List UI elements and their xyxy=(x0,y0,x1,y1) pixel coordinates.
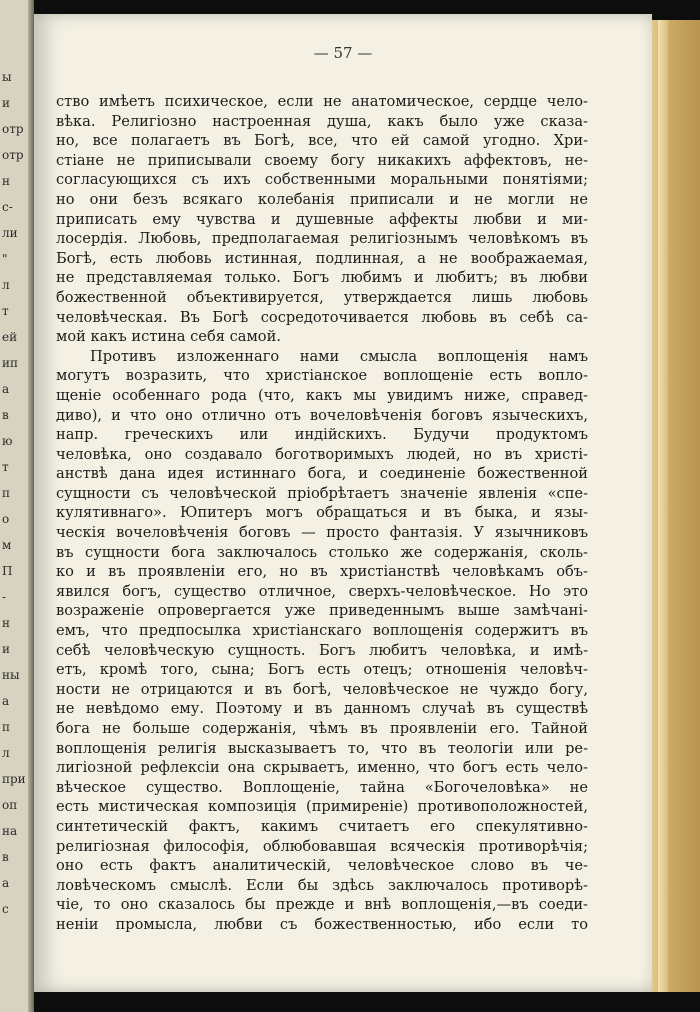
text-line: етъ, кромѣ того, сына; Богъ есть отецъ; отношенія человѣч- xyxy=(56,661,588,679)
text-line: возраженіе опровергается уже приведеннымъ выше замѣчані- xyxy=(56,602,588,620)
text-line: ческія вочеловѣченія боговъ — просто фантазія. У язычниковъ xyxy=(56,524,588,542)
adjacent-page-fragment: ип xyxy=(2,356,18,370)
text-line: ко и въ проявленіи его, но въ христіанствѣ человѣкамъ объ- xyxy=(56,563,588,581)
text-line: ности не отрицаются и въ богѣ, человѣческое не чуждо богу, xyxy=(56,680,588,698)
adjacent-page-fragment: на xyxy=(2,824,18,838)
adjacent-page-fragment: в xyxy=(2,408,9,422)
text-line: но они безъ всякаго колебанія приписали и не могли не xyxy=(56,190,588,208)
adjacent-page-fragment: п xyxy=(2,486,10,500)
text-line: анствѣ дана идея истиннаго бога, и соединеніе божественной xyxy=(56,465,588,483)
text-line: не представляемая только. Богъ любимъ и любитъ; въ любви xyxy=(56,269,588,287)
text-line: Противъ изложеннаго нами смысла воплощенія намъ xyxy=(90,347,588,365)
adjacent-page-fragment: т xyxy=(2,304,9,318)
book-page xyxy=(34,14,652,992)
text-line: ство имѣетъ психическое, если не анатомическое, сердце чело- xyxy=(56,93,588,110)
text-line: бога не больше содержанія, чѣмъ въ проявленіи его. Тайной xyxy=(56,720,588,737)
text-line: щеніе особеннаго рода (что, какъ мы увидимъ ниже, справед- xyxy=(56,386,588,404)
text-line: Богѣ, есть любовь истинная, подлинная, а не воображаемая, xyxy=(56,249,588,267)
adjacent-page-edge xyxy=(0,0,34,1012)
adjacent-page-fragment: а xyxy=(2,694,10,708)
adjacent-page-fragment: " xyxy=(2,252,8,266)
text-line: себѣ человѣческую сущность. Богъ любитъ человѣка, и имѣ- xyxy=(56,641,588,659)
adjacent-page-fragment: н xyxy=(2,174,10,188)
adjacent-page-fragment: П xyxy=(2,564,13,578)
adjacent-page-fragment: - xyxy=(2,590,7,604)
text-line: человѣка, оно создавало боготворимыхъ людей, но въ христі- xyxy=(56,445,588,463)
adjacent-page-fragment: с xyxy=(2,902,9,916)
adjacent-page-fragment: при xyxy=(2,772,26,786)
text-line: оно есть фактъ аналитическій, человѣческое слово въ че- xyxy=(56,857,588,875)
text-line: могутъ возразить, что христіанское воплощеніе есть вопло- xyxy=(56,367,588,385)
adjacent-page-fragment: о xyxy=(2,512,10,526)
text-line: неніи промысла, любви съ божественностью, ибо если то xyxy=(56,915,588,933)
adjacent-page-fragment: а xyxy=(2,382,10,396)
adjacent-page-fragment: а xyxy=(2,876,10,890)
text-line: емъ, что предпосылка христіанскаго воплощенія содержитъ въ xyxy=(56,622,588,640)
text-line: въ сущности бога заключалось столько же содержанія, сколь- xyxy=(56,543,588,561)
text-line: кулятивнаго». Юпитеръ могъ обращаться и въ быка, и язы- xyxy=(56,504,588,522)
text-line: лосердія. Любовь, предполагаемая религіознымъ человѣкомъ въ xyxy=(56,230,588,248)
text-line: лигіозной рефлексіи она скрываетъ, именно, что богъ есть чело- xyxy=(56,759,588,777)
adjacent-page-fragment: оп xyxy=(2,798,18,812)
text-line: чіе, то оно сказалось бы прежде и внѣ воплощенія,—въ соеди- xyxy=(56,896,588,914)
adjacent-page-fragment: л xyxy=(2,278,10,292)
adjacent-page-fragment: и xyxy=(2,642,10,656)
text-line: ловѣческомъ смыслѣ. Если бы здѣсь заключалось противорѣ- xyxy=(56,876,588,894)
text-line: не невѣдомо ему. Поэтому и въ данномъ случаѣ въ существѣ xyxy=(56,700,588,718)
text-line: согласующихся съ ихъ собственными моральными понятіями; xyxy=(56,171,588,189)
text-line: вѣка. Религіозно настроенная душа, какъ было уже сказа- xyxy=(56,112,588,130)
text-line: сущности съ человѣческой пріобрѣтаетъ значеніе явленія «спе- xyxy=(56,484,588,502)
text-line: вѣческое существо. Воплощеніе, тайна «Богочеловѣка» не xyxy=(56,778,588,796)
adjacent-page-fragment: н xyxy=(2,616,10,630)
text-line: явился богъ, существо отличное, сверхъ-человѣческое. Но это xyxy=(56,582,588,600)
body-text xyxy=(56,92,588,935)
text-line: синтетическій фактъ, какимъ считаетъ его спекулятивно- xyxy=(56,817,588,835)
adjacent-page-fragment: п xyxy=(2,720,10,734)
adjacent-page-fragment: ей xyxy=(2,330,18,344)
adjacent-page-fragment: ны xyxy=(2,668,20,682)
adjacent-page-fragment: с- xyxy=(2,200,13,214)
text-line: человѣческая. Въ Богѣ сосредоточивается любовь въ себѣ са- xyxy=(56,308,588,326)
adjacent-page-fragment: л xyxy=(2,746,10,760)
adjacent-page-fragment: т xyxy=(2,460,9,474)
adjacent-page-fragment: м xyxy=(2,538,12,552)
book-page-edges xyxy=(652,20,700,992)
text-line: есть мистическая композиція (примиреніе) противоположностей, xyxy=(56,798,588,816)
adjacent-page-fragment: отр xyxy=(2,148,24,162)
page-number: — 57 — xyxy=(313,44,373,62)
text-line: мой какъ истина себя самой. xyxy=(56,328,281,346)
text-line: диво), и что оно отлично отъ вочеловѣченія боговъ языческихъ, xyxy=(56,406,588,424)
adjacent-page-fragment: отр xyxy=(2,122,24,136)
adjacent-page-fragment: ли xyxy=(2,226,18,240)
text-line: воплощенія религія высказываетъ то, что въ теологіи или ре- xyxy=(56,739,588,757)
text-line: приписать ему чувства и душевные аффекты любви и ми- xyxy=(56,210,588,228)
text-line: божественной объективируется, утверждается лишь любовь xyxy=(56,288,588,306)
text-line: религіозная философія, облюбовавшая всяческія противорѣчія; xyxy=(56,837,588,855)
adjacent-page-fragment: ы xyxy=(2,70,12,84)
text-line: стіане не приписывали своему богу никакихъ аффектовъ, не- xyxy=(56,151,588,169)
adjacent-page-fragment: в xyxy=(2,850,9,864)
adjacent-page-fragment: и xyxy=(2,96,10,110)
text-line: но, все полагаетъ въ Богѣ, все, что ей самой угодно. Хри- xyxy=(56,132,588,150)
adjacent-page-fragment: ю xyxy=(2,434,13,448)
text-line: напр. греческихъ или индійскихъ. Будучи продуктомъ xyxy=(56,426,588,444)
